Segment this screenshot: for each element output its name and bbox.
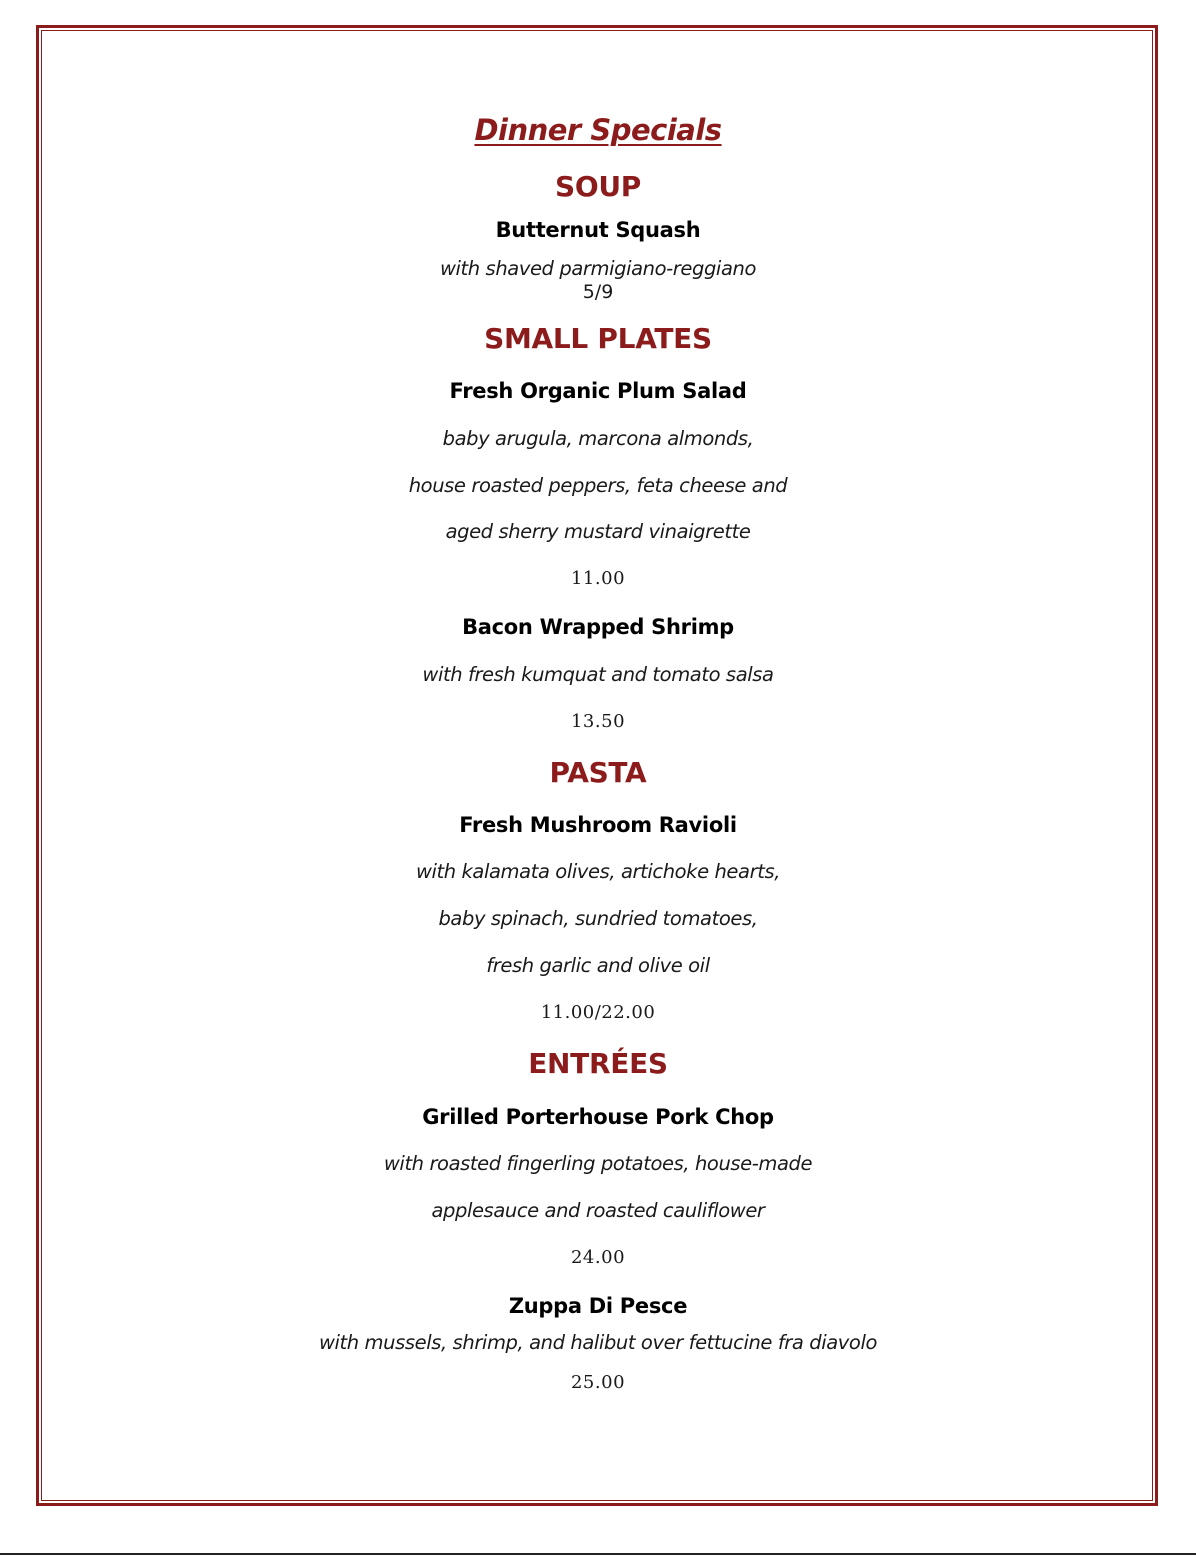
item-price: 5/9 — [582, 281, 614, 303]
item-description: with mussels, shrimp, and halibut over fettucine fra diavolo — [318, 1331, 878, 1354]
item-description: house roasted peppers, feta cheese and — [408, 474, 788, 497]
item-name-zuppa-di-pesce: Zuppa Di Pesce — [508, 1294, 688, 1318]
menu-title: Dinner Specials — [474, 113, 722, 147]
section-heading-soup: SOUP — [554, 170, 642, 203]
item-name-mushroom-ravioli: Fresh Mushroom Ravioli — [459, 813, 737, 837]
item-price: 11.00/22.00 — [540, 1002, 656, 1023]
section-heading-small-plates: SMALL PLATES — [484, 322, 712, 355]
item-price: 13.50 — [570, 711, 626, 732]
item-description: fresh garlic and olive oil — [486, 954, 710, 977]
item-name-pork-chop: Grilled Porterhouse Pork Chop — [422, 1105, 774, 1129]
item-description: applesauce and roasted cauliflower — [431, 1199, 765, 1222]
item-description: with kalamata olives, artichoke hearts, — [415, 860, 781, 883]
item-description: with fresh kumquat and tomato salsa — [422, 663, 774, 686]
item-price: 25.00 — [570, 1372, 626, 1393]
item-description: with shaved parmigiano-reggiano — [439, 257, 756, 280]
item-description: baby spinach, sundried tomatoes, — [438, 907, 758, 930]
item-description: aged sherry mustard vinaigrette — [445, 520, 751, 543]
section-heading-pasta: PASTA — [549, 756, 647, 789]
item-name-butternut-squash: Butternut Squash — [495, 218, 701, 242]
item-name-bacon-wrapped-shrimp: Bacon Wrapped Shrimp — [462, 615, 734, 639]
item-description: baby arugula, marcona almonds, — [442, 427, 754, 450]
item-description: with roasted fingerling potatoes, house-made — [383, 1152, 813, 1175]
item-price: 24.00 — [570, 1247, 626, 1268]
section-heading-entrees: ENTRÉES — [528, 1047, 668, 1080]
page-bottom-divider — [0, 1553, 1196, 1555]
item-price: 11.00 — [570, 568, 626, 589]
item-name-plum-salad: Fresh Organic Plum Salad — [449, 379, 747, 403]
